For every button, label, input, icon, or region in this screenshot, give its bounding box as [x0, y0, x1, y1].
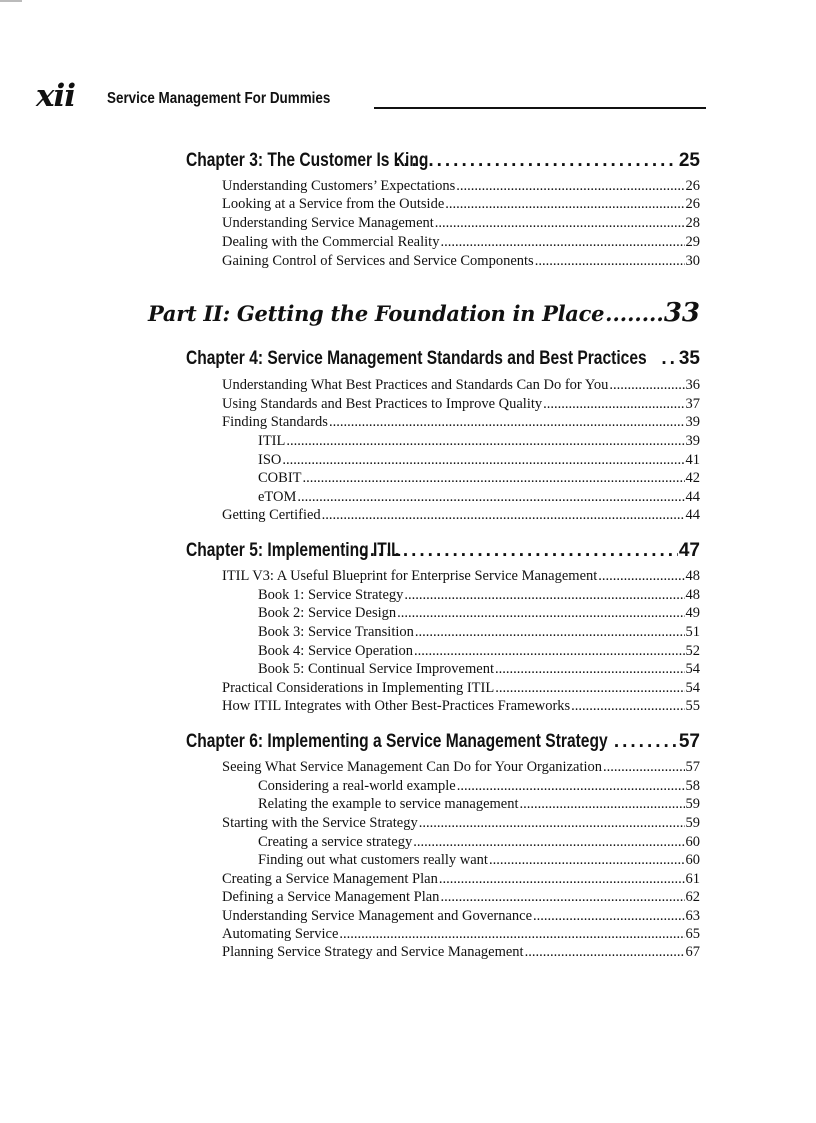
toc-title: ITIL [258, 433, 286, 449]
toc-title: Chapter 6: Implementing a Service Management Strategy [186, 731, 608, 752]
toc-page-number: 33 [663, 298, 700, 328]
toc-page-number: 44 [685, 507, 700, 523]
toc-title: ITIL V3: A Useful Blueprint for Enterprise Service Management [222, 568, 598, 584]
dot-leader [605, 301, 663, 327]
toc-entry[interactable] [222, 178, 700, 195]
toc-title: Gaining Control of Services and Service Components [222, 253, 534, 269]
toc-subentry[interactable] [258, 661, 700, 678]
toc-entry[interactable] [222, 889, 700, 906]
toc-page-number: 39 [685, 414, 700, 430]
dot-leader [495, 661, 685, 678]
dot-leader [361, 540, 677, 562]
toc-subentry[interactable] [258, 852, 700, 869]
toc-title: ISO [258, 452, 282, 468]
toc-entry[interactable] [222, 871, 700, 888]
toc-title: Planning Service Strategy and Service Management [222, 944, 524, 960]
dot-leader [603, 759, 684, 776]
toc-entry[interactable] [222, 507, 700, 524]
toc-entry[interactable] [222, 680, 700, 697]
toc-chapter[interactable] [186, 731, 700, 753]
toc-subentry[interactable] [258, 796, 700, 813]
toc-page-number: 61 [685, 871, 700, 887]
dot-leader [533, 908, 684, 925]
toc-page-number: 67 [685, 944, 700, 960]
dot-leader [525, 944, 685, 961]
toc-subentry[interactable] [258, 778, 700, 795]
toc-page-number: 29 [685, 234, 700, 250]
toc-title: Dealing with the Commercial Reality [222, 234, 440, 250]
dot-leader [395, 150, 678, 172]
toc-title: COBIT [258, 470, 302, 486]
dot-leader [329, 414, 685, 431]
dot-leader [286, 433, 684, 450]
toc-entry[interactable] [222, 908, 700, 925]
toc-title: Looking at a Service from the Outside [222, 196, 445, 212]
toc-entry[interactable] [222, 253, 700, 270]
toc-subentry[interactable] [258, 587, 700, 604]
toc-title: Getting Certified [222, 507, 321, 523]
toc-title: Creating a service strategy [258, 834, 413, 850]
toc-chapter[interactable] [186, 540, 700, 562]
toc-entry[interactable] [222, 234, 700, 251]
toc-title: Chapter 3: The Customer Is King [186, 150, 429, 171]
toc-page-number: 26 [685, 196, 700, 212]
toc-page-number: 35 [678, 348, 700, 369]
toc-entry[interactable] [222, 215, 700, 232]
header-rule [374, 107, 706, 109]
running-head [36, 80, 708, 112]
toc-page-number: 25 [678, 150, 700, 171]
dot-leader [614, 731, 678, 753]
toc-title: Book 1: Service Strategy [258, 587, 404, 603]
dot-leader [303, 470, 685, 487]
toc-page-number: 44 [685, 489, 700, 505]
toc-page-number: 54 [685, 661, 700, 677]
toc-entry[interactable] [222, 568, 700, 585]
toc-page-number: 60 [685, 852, 700, 868]
dot-leader [439, 871, 685, 888]
dot-leader [440, 889, 684, 906]
toc-title: Considering a real-world example [258, 778, 456, 794]
toc-page-number: 49 [685, 605, 700, 621]
toc-subentry[interactable] [258, 470, 700, 487]
toc-title: Chapter 4: Service Management Standards and Best Practices [186, 348, 647, 369]
toc-page-number: 47 [678, 540, 700, 561]
toc-title: Finding Standards [222, 414, 328, 430]
toc-title: Understanding Service Management and Governance [222, 908, 533, 924]
toc-page-number: 62 [685, 889, 700, 905]
toc-chapter[interactable] [186, 348, 700, 370]
toc-page-number: 58 [685, 778, 700, 794]
toc-title: Understanding Service Management [222, 215, 434, 231]
toc-entry[interactable] [222, 414, 700, 431]
toc-title: How ITIL Integrates with Other Best-Practices Frameworks [222, 698, 571, 714]
toc-page-number: 28 [685, 215, 700, 231]
toc-subentry[interactable] [258, 643, 700, 660]
toc-title: Book 2: Service Design [258, 605, 397, 621]
dot-leader [404, 587, 684, 604]
dot-leader [535, 253, 685, 270]
toc-page-number: 39 [685, 433, 700, 449]
toc-subentry[interactable] [258, 433, 700, 450]
toc-entry[interactable] [222, 815, 700, 832]
toc-page-number: 51 [685, 624, 700, 640]
book-title: Service Management For Dummies [107, 90, 331, 107]
dot-leader [397, 605, 684, 622]
toc-subentry[interactable] [258, 624, 700, 641]
dot-leader [520, 796, 685, 813]
toc-page-number: 37 [685, 396, 700, 412]
toc-page-number: 59 [685, 796, 700, 812]
toc-page-number: 42 [685, 470, 700, 486]
toc-title: Book 3: Service Transition [258, 624, 414, 640]
toc-title: Chapter 5: Implementing ITIL [186, 540, 401, 561]
dot-leader [435, 215, 685, 232]
toc-title: Part II: Getting the Foundation in Place [148, 301, 605, 326]
toc-page-number: 36 [685, 377, 700, 393]
dot-leader [419, 815, 685, 832]
toc-subentry[interactable] [258, 452, 700, 469]
toc-page-number: 30 [685, 253, 700, 269]
dot-leader [598, 568, 684, 585]
toc-chapter[interactable] [186, 150, 700, 172]
toc-entry[interactable] [222, 377, 700, 394]
dot-leader [609, 377, 684, 394]
toc-title: Defining a Service Management Plan [222, 889, 440, 905]
dot-leader [456, 178, 684, 195]
corner-mark [0, 0, 22, 2]
toc-page-number: 48 [685, 568, 700, 584]
dot-leader [440, 234, 684, 251]
dot-leader [413, 834, 684, 851]
toc-subentry[interactable] [258, 489, 700, 506]
toc-entry[interactable] [222, 698, 700, 715]
toc-title: Relating the example to service management [258, 796, 519, 812]
toc-entry[interactable] [222, 396, 700, 413]
toc-part[interactable] [148, 300, 700, 327]
toc-page-number: 48 [685, 587, 700, 603]
toc-title: Finding out what customers really want [258, 852, 488, 868]
toc-title: Using Standards and Best Practices to Improve Quality [222, 396, 543, 412]
toc-page-number: 55 [685, 698, 700, 714]
dot-leader [297, 489, 684, 506]
toc-title: Starting with the Service Strategy [222, 815, 418, 831]
toc-page-number: 57 [678, 731, 700, 752]
toc-title: Understanding What Best Practices and Standards Can Do for You [222, 377, 609, 393]
dot-leader [571, 698, 684, 715]
toc-title: Understanding Customers’ Expectations [222, 178, 456, 194]
toc-page-number: 57 [685, 759, 700, 775]
toc-subentry[interactable] [258, 834, 700, 851]
toc-page-number: 52 [685, 643, 700, 659]
toc-title: Practical Considerations in Implementing ITIL [222, 680, 495, 696]
toc-page-number: 26 [685, 178, 700, 194]
dot-leader [339, 926, 684, 943]
toc-page-number: 60 [685, 834, 700, 850]
dot-leader [661, 348, 677, 370]
toc-title: eTOM [258, 489, 297, 505]
toc-title: Seeing What Service Management Can Do for Your Organization [222, 759, 603, 775]
toc-page-number: 63 [685, 908, 700, 924]
toc-page-number: 65 [685, 926, 700, 942]
page-number: xii [36, 78, 76, 114]
toc-title: Automating Service [222, 926, 339, 942]
toc-title: Creating a Service Management Plan [222, 871, 438, 887]
toc-page-number: 41 [685, 452, 700, 468]
toc-entry[interactable] [222, 196, 700, 213]
toc-title: Book 4: Service Operation [258, 643, 414, 659]
dot-leader [322, 507, 685, 524]
dot-leader [457, 778, 685, 795]
toc-entry[interactable] [222, 944, 700, 961]
toc-subentry[interactable] [258, 605, 700, 622]
dot-leader [282, 452, 684, 469]
dot-leader [445, 196, 684, 213]
dot-leader [489, 852, 685, 869]
dot-leader [543, 396, 684, 413]
toc-entry[interactable] [222, 759, 700, 776]
toc-title: Book 5: Continual Service Improvement [258, 661, 494, 677]
toc-entry[interactable] [222, 926, 700, 943]
toc-page-number: 54 [685, 680, 700, 696]
dot-leader [495, 680, 684, 697]
toc-page-number: 59 [685, 815, 700, 831]
dot-leader [414, 643, 684, 660]
dot-leader [415, 624, 685, 641]
